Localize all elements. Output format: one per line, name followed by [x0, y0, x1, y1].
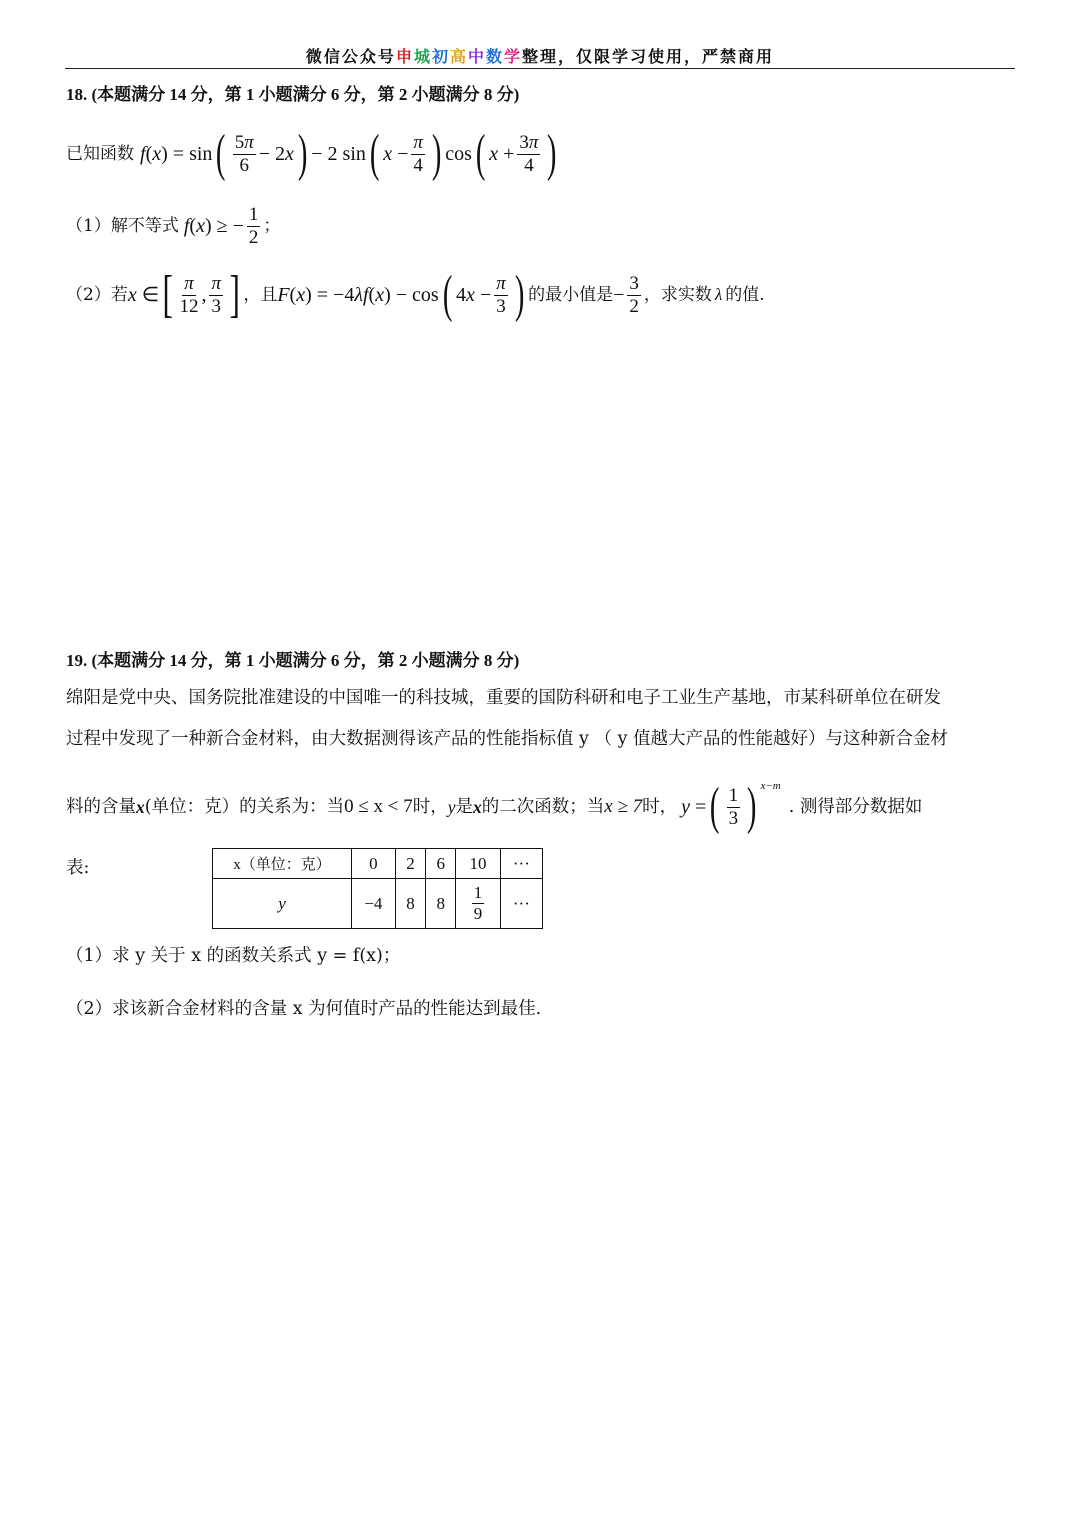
q18-part2 [66, 266, 765, 324]
q19-line3d: 时， [412, 796, 448, 817]
header-brand-3: 初 [431, 47, 450, 66]
q18-part1-label: （1）解不等式 [66, 215, 179, 236]
q19-line3j: . 测得部分数据如 [788, 796, 923, 817]
q19-line3h: 的二次函数；当 [481, 796, 605, 817]
header-brand-4: 高 [449, 47, 468, 66]
q18-part2-mid: ，且 [243, 284, 278, 305]
q18-part2-tail1: 的最小值是 [528, 284, 614, 305]
header-prefix: 微信公众号 [305, 47, 396, 66]
q19-line3e: y [447, 796, 456, 817]
table-header-y: y [213, 879, 352, 929]
q19-cond1: 0 ≤ x < 7 [344, 795, 413, 817]
header-brand-5: 中 [468, 47, 487, 66]
q19-line-1: 绵阳是党中央、国务院批准建设的中国唯一的科技城，重要的国防科研和电子工业生产基地，市某科研单位在研发 [66, 688, 941, 708]
table-row [213, 879, 543, 929]
header-suffix: 整理，仅限学习使用，严禁商用 [522, 47, 775, 66]
q18-function: f ( x ) = sin ( $\frac{5\pi}{6}$ − 2 x ) − 2 sin ( x − $\frac{\pi}{4}$ ) cos ( x + $\frac{3\pi}{4}$ ) [140, 125, 557, 182]
q19-table-lead: 表: [66, 858, 90, 878]
q18-part2-var: λ [714, 284, 723, 304]
q19-line3b: x [136, 796, 145, 817]
table-cell: 6 [426, 849, 456, 879]
q19-line3g: x [473, 796, 482, 817]
table-cell: −4 [352, 879, 396, 929]
table-cell: 10 [456, 849, 500, 879]
header-brand-6: 数 [486, 47, 505, 66]
table-row [213, 849, 543, 879]
q19-line-2: 过程中发现了一种新合金材料，由大数据测得该产品的性能指标值 y （ y 值越大产品的性能越好）与这种新合金材 [66, 729, 949, 749]
table-header-x: x（单位：克） [213, 849, 352, 879]
q18-part2-label: （2）若 [66, 284, 128, 305]
q18-part2-tail2: ，求实数 [643, 284, 712, 305]
q18-part1 [66, 199, 280, 253]
q19-formula: y = ( $\frac{1}{3}$ ) $^{x-m}$ [681, 778, 781, 835]
q18-part1-inequality: f ( x ) ≥ − $\frac{1}{2}$ [183, 203, 259, 248]
q19-line3c: (单位：克）的关系为：当 [144, 796, 345, 817]
table-cell: 0 [352, 849, 396, 879]
q18-function-line [66, 124, 561, 184]
q19-part2: （2）求该新合金材料的含量 x 为何值时产品的性能达到最佳. [66, 999, 542, 1019]
q19-line3f: 是 [455, 796, 474, 817]
q18-part1-end: ； [263, 215, 281, 236]
q18-part2-domain: x ∈ [ $\frac{\pi}{12}$ , $\frac{\pi}{3}$ ] [127, 266, 240, 323]
q18-intro: 已知函数 [66, 143, 134, 164]
header-brand-1: 申 [395, 47, 414, 66]
header-brand-2: 城 [413, 47, 432, 66]
header-rule [65, 68, 1015, 69]
table-cell: 2 [395, 849, 425, 879]
table-cell: 8 [395, 879, 425, 929]
table-cell: ··· [500, 849, 542, 879]
table-cell: ··· [500, 879, 542, 929]
q19-line3i: 时， [642, 796, 678, 817]
q19-heading: 19. (本题满分 14 分，第 1 小题满分 6 分，第 2 小题满分 8 分) [66, 651, 520, 670]
page-header [0, 44, 1080, 67]
q18-heading: 18. (本题满分 14 分，第 1 小题满分 6 分，第 2 小题满分 8 分) [66, 85, 520, 104]
q19-line-3 [66, 774, 922, 840]
table-cell: 8 [426, 879, 456, 929]
q19-data-table [212, 848, 543, 929]
table-cell-fraction: $\frac{1}{9}$ [456, 879, 500, 929]
q18-part2-tail3: 的值. [725, 284, 765, 305]
q19-line3a: 料的含量 [66, 796, 136, 817]
q19-part1: （1）求 y 关于 x 的函数关系式 y = f(x)； [66, 946, 401, 966]
q18-part2-function: F ( x ) = −4 λf ( x ) − cos ( 4 x − $\frac{\pi}{3}$ ) [277, 266, 525, 323]
q19-cond2: x ≥ 7 [604, 795, 643, 817]
header-brand-7: 学 [504, 47, 523, 66]
q18-part2-min: − $\frac{3}{2}$ [613, 272, 639, 317]
